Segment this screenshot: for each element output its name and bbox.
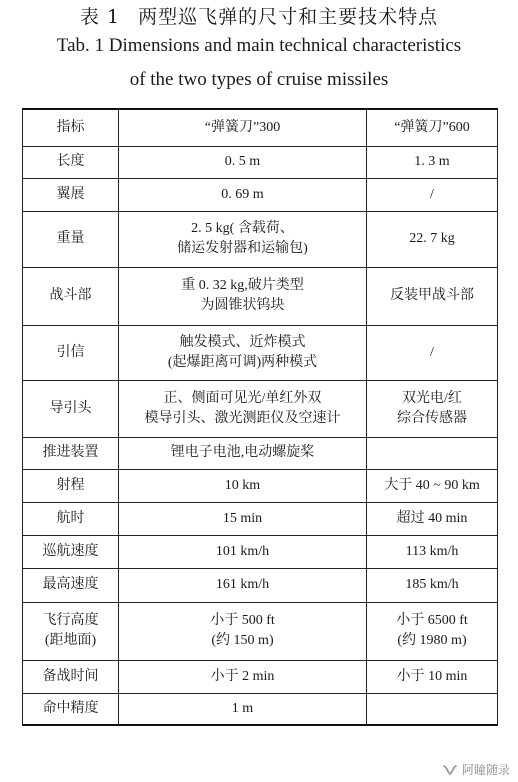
cell-line: 为圆锥状钨块 <box>200 298 285 313</box>
header-cell-600: “弹簧刀”600 <box>367 109 498 146</box>
cell-value-600 <box>367 660 498 693</box>
cell-value-300 <box>119 146 367 178</box>
cell-indicator <box>23 693 119 725</box>
table-number: 表 1 <box>79 6 121 28</box>
cell-value-300 <box>119 178 367 211</box>
cell-indicator <box>23 535 119 568</box>
cell-line: 推进装置 <box>42 445 99 460</box>
cell-indicator <box>23 325 119 380</box>
cell-indicator <box>23 602 119 660</box>
cell-value-600 <box>367 693 498 725</box>
table-row <box>23 325 498 380</box>
cell-line: 1 m <box>231 700 254 716</box>
table-row <box>23 437 498 469</box>
cell-value-600 <box>367 267 498 325</box>
cell-line: 命中精度 <box>42 700 99 716</box>
cell-indicator <box>23 267 119 325</box>
cell-line: 导引头 <box>49 400 92 416</box>
cell-line: 引信 <box>56 344 85 360</box>
cell-value-600 <box>367 211 498 267</box>
cell-line: (距地面) <box>44 633 97 648</box>
cell-line: 飞行高度 <box>42 613 99 628</box>
cell-line: 模导引头、激光测距仪及空速计 <box>144 410 341 426</box>
cell-value-600 <box>367 502 498 535</box>
cell-value-600 <box>367 535 498 568</box>
cell-line: 小于 500 ft <box>210 613 275 628</box>
cell-line: / <box>430 344 434 360</box>
table-row <box>23 568 498 602</box>
cell-value-300 <box>119 211 367 267</box>
cell-line: 重量 <box>56 231 85 246</box>
cell-line: 22. 7 kg <box>409 231 455 246</box>
cell-line: 触发模式、近炸模式 <box>179 334 306 350</box>
cell-line: 正、侧面可见光/单红外双 <box>163 390 322 406</box>
cell-value-600 <box>367 146 498 178</box>
cell-line: 2. 5 kg( 含载荷、 <box>191 221 294 236</box>
cell-indicator <box>23 660 119 693</box>
cell-line: 113 km/h <box>405 543 459 559</box>
cell-line: 小于 2 min <box>210 668 275 684</box>
cell-value-300 <box>119 380 367 437</box>
cell-value-600 <box>367 568 498 602</box>
cell-value-600 <box>367 178 498 211</box>
cell-value-300 <box>119 325 367 380</box>
watermark-text: 阿瞳随录 <box>461 763 510 777</box>
table-header-row <box>23 109 498 146</box>
table-title-en-line1: Tab. 1 Dimensions and main technical characteristics <box>56 35 462 56</box>
cell-indicator <box>23 568 119 602</box>
table-row <box>23 602 498 660</box>
cell-line: 航时 <box>56 510 85 526</box>
cell-line: 15 min <box>222 510 263 526</box>
table-row <box>23 267 498 325</box>
cell-line: 巡航速度 <box>42 543 99 559</box>
cell-line: 161 km/h <box>215 577 270 592</box>
cell-value-300 <box>119 568 367 602</box>
cell-line: (起爆距离可调)两种模式 <box>167 354 318 370</box>
cell-line: 小于 10 min <box>396 668 468 684</box>
table-row <box>23 693 498 725</box>
table-row <box>23 502 498 535</box>
cell-line: 最高速度 <box>42 577 99 592</box>
cell-line: / <box>430 186 434 202</box>
cell-line: 0. 69 m <box>221 186 264 202</box>
cell-line: 翼展 <box>56 186 85 202</box>
cell-indicator <box>23 211 119 267</box>
cell-value-300 <box>119 660 367 693</box>
cell-value-600 <box>367 437 498 469</box>
cell-indicator <box>23 380 119 437</box>
cell-value-600 <box>367 602 498 660</box>
cell-value-600 <box>367 380 498 437</box>
cell-line: 1. 3 m <box>414 154 450 169</box>
wechat-channel-icon <box>442 762 458 778</box>
cell-line: 反装甲战斗部 <box>390 288 474 303</box>
cell-line: 10 km <box>224 477 261 493</box>
cell-line: 综合传感器 <box>397 410 467 426</box>
cell-line: 大于 40 ~ 90 km <box>384 477 480 493</box>
cell-line: 101 km/h <box>215 543 270 559</box>
cell-line: 0. 5 m <box>224 154 261 169</box>
cell-value-300 <box>119 693 367 725</box>
cell-line: 185 km/h <box>405 577 459 592</box>
table-row <box>23 146 498 178</box>
cell-value-300 <box>119 267 367 325</box>
cell-line: 长度 <box>56 154 85 169</box>
cell-indicator <box>23 178 119 211</box>
cell-line: (约 1980 m) <box>397 633 467 648</box>
cell-line: 双光电/红 <box>402 390 462 406</box>
header-cell-indicator: 指标 <box>23 109 119 146</box>
spec-table <box>22 108 498 726</box>
table-row <box>23 380 498 437</box>
table-row <box>23 178 498 211</box>
cell-line: 小于 6500 ft <box>396 613 468 628</box>
cell-line: 储运发射器和运输包) <box>177 241 308 256</box>
cell-line: 射程 <box>56 477 85 493</box>
cell-value-300 <box>119 602 367 660</box>
table-row <box>23 660 498 693</box>
cell-line: 超过 40 min <box>396 510 468 526</box>
table-row <box>23 469 498 502</box>
cell-line: 战斗部 <box>49 288 92 303</box>
cell-indicator <box>23 469 119 502</box>
cell-value-600 <box>367 469 498 502</box>
table-title-en-line2: of the two types of cruise missiles <box>129 69 389 90</box>
cell-line: 锂电子电池,电动螺旋桨 <box>170 445 315 460</box>
cell-line: 备战时间 <box>42 668 99 684</box>
cell-value-300 <box>119 535 367 568</box>
cell-value-300 <box>119 502 367 535</box>
cell-indicator <box>23 502 119 535</box>
cell-line: 重 0. 32 kg,破片类型 <box>181 278 304 293</box>
table-row <box>23 211 498 267</box>
spec-table-body <box>23 109 498 725</box>
cell-indicator <box>23 146 119 178</box>
table-caption-zh <box>0 2 518 29</box>
header-cell-300: “弹簧刀”300 <box>119 109 367 146</box>
cell-value-300 <box>119 469 367 502</box>
table-title-zh: 两型巡飞弹的尺寸和主要技术特点 <box>138 6 439 28</box>
cell-line: (约 150 m) <box>211 633 274 648</box>
cell-indicator <box>23 437 119 469</box>
cell-value-600 <box>367 325 498 380</box>
cell-value-300 <box>119 437 367 469</box>
table-row <box>23 535 498 568</box>
watermark <box>442 761 510 778</box>
